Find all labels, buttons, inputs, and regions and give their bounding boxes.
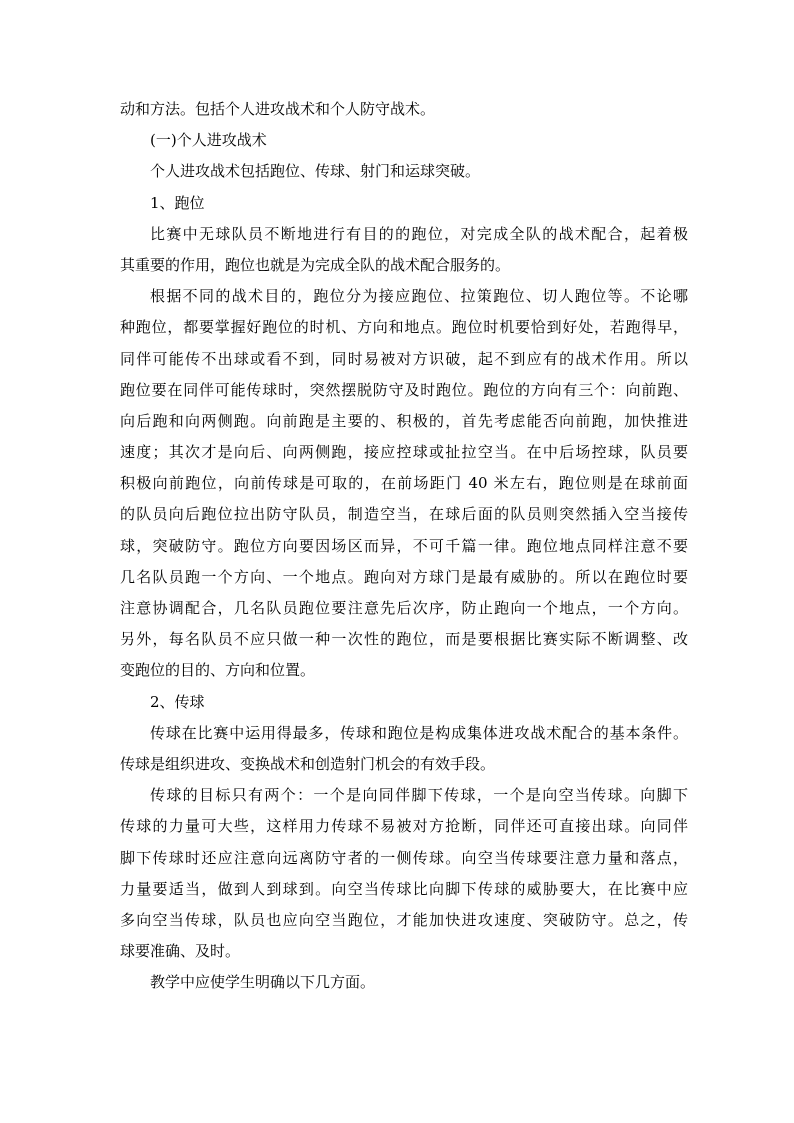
paragraph-line: 传球的目标只有两个：一个是向同伴脚下传球，一个是向空当传球。向脚下 xyxy=(150,786,688,805)
paragraph-line: 球要准确、及时。 xyxy=(120,942,241,961)
paragraph-line: 跑位要在同伴可能传球时，突然摆脱防守及时跑位。跑位的方向有三个：向前跑、 xyxy=(120,380,688,399)
document-body xyxy=(120,94,688,998)
paragraph-line: 另外，每名队员不应只做一种一次性的跑位，而是要根据比赛实际不断调整、改 xyxy=(120,630,688,649)
paragraph-line: 同伴可能传不出球或看不到，同时易被对方识破，起不到应有的战术作用。所以 xyxy=(120,349,688,368)
paragraph-line: 教学中应使学生明确以下几方面。 xyxy=(150,973,376,992)
paragraph-line: 注意协调配合，几名队员跑位要注意先后次序，防止跑向一个地点，一个方向。 xyxy=(120,599,688,617)
paragraph-line: 比赛中无球队员不断地进行有目的的跑位，对完成全队的战术配合，起着极 xyxy=(150,224,688,243)
paragraph-line: 的队员向后跑位拉出防守队员，制造空当，在球后面的队员则突然插入空当接传 xyxy=(120,505,688,524)
subsection-heading: 1、跑位 xyxy=(150,193,205,212)
paragraph-line: 向后跑和向两侧跑。向前跑是主要的、积极的，首先考虑能否向前跑，加快推进 xyxy=(120,411,688,430)
paragraph-line: 传球的力量可大些，这样用力传球不易被对方抢断，同伴还可直接出球。向同伴 xyxy=(120,817,688,836)
paragraph-line: 脚下传球时还应注意向远离防守者的一侧传球。向空当传球要注意力量和落点， xyxy=(120,848,688,867)
paragraph-line: 个人进攻战术包括跑位、传球、射门和运球突破。 xyxy=(150,162,481,181)
paragraph-line: 球，突破防守。跑位方向要因场区而异，不可千篇一律。跑位地点同样注意不要 xyxy=(120,536,688,555)
paragraph-line: 传球在比赛中运用得最多，传球和跑位是构成集体进攻战术配合的基本条件。 xyxy=(150,723,688,742)
paragraph-line: 速度；其次才是向后、向两侧跑，接应控球或扯拉空当。在中后场控球，队员要 xyxy=(120,443,688,462)
paragraph-line: 根据不同的战术目的，跑位分为接应跑位、拉策跑位、切人跑位等。不论哪 xyxy=(150,287,688,306)
paragraph-line: 多向空当传球，队员也应向空当跑位，才能加快进攻速度、突破防守。总之，传 xyxy=(120,910,688,929)
paragraph-line: 几名队员跑一个方向、一个地点。跑向对方球门是最有威胁的。所以在跑位时要 xyxy=(120,567,688,586)
section-heading: (一)个人进攻战术 xyxy=(150,131,267,150)
paragraph-line: 力量要适当，做到人到球到。向空当传球比向脚下传球的威胁要大，在比赛中应 xyxy=(120,879,688,898)
paragraph-line: 种跑位，都要掌握好跑位的时机、方向和地点。跑位时机要恰到好处，若跑得早， xyxy=(120,318,688,337)
paragraph-line: 传球是组织进攻、变换战术和创造射门机会的有效手段。 xyxy=(120,754,496,773)
paragraph-line: 动和方法。包括个人进攻战术和个人防守战术。 xyxy=(120,100,436,118)
paragraph-line: 其重要的作用，跑位也就是为完成全队的战术配合服务的。 xyxy=(120,255,511,274)
paragraph-line: 变跑位的目的、方向和位置。 xyxy=(120,661,316,680)
paragraph-line: 积极向前跑位，向前传球是可取的，在前场距门 40 米左右，跑位则是在球前面 xyxy=(120,474,688,493)
subsection-heading: 2、传球 xyxy=(150,692,205,711)
